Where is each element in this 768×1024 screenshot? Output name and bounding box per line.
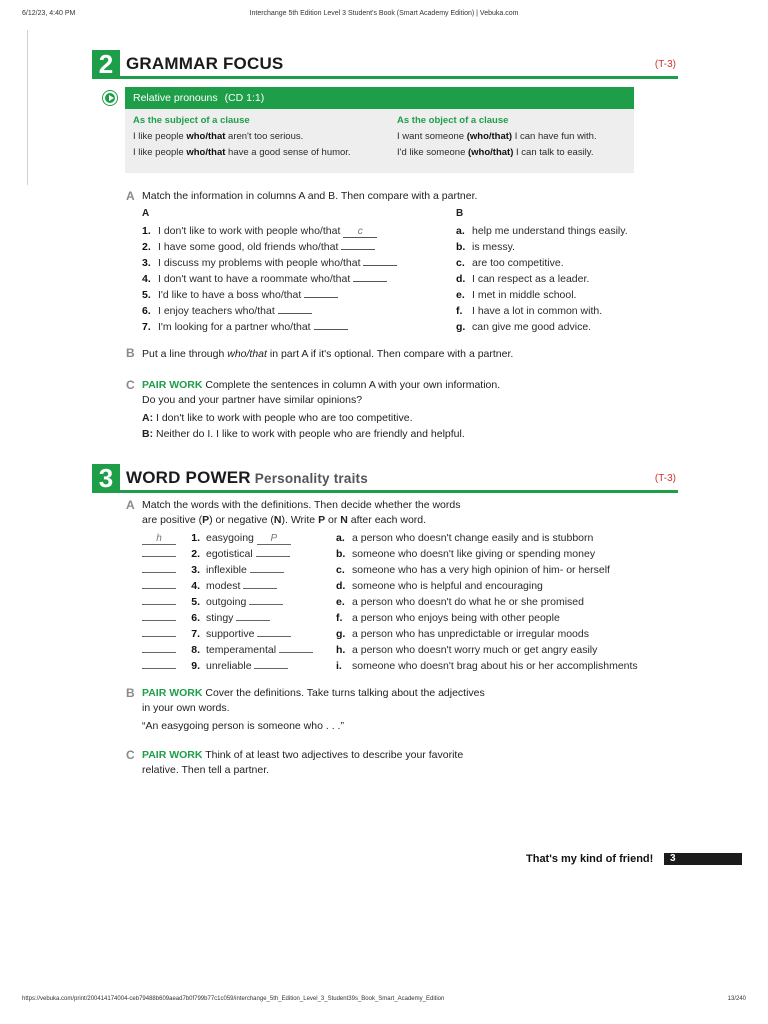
letter-blank[interactable]: [142, 594, 176, 605]
exercise-label-3c: C: [126, 748, 135, 762]
list-item: 8. temperamental: [142, 642, 313, 658]
print-header: [22, 10, 746, 22]
list-item: e. I met in middle school.: [456, 289, 577, 301]
list-item: f. a person who enjoys being with other people: [336, 612, 560, 624]
subject-column-head: As the subject of a clause: [133, 115, 250, 126]
pair-work-label: PAIR WORK: [142, 379, 203, 391]
list-item: 7. supportive: [142, 626, 313, 642]
section-number: 2: [92, 50, 120, 79]
audio-play-icon[interactable]: [103, 91, 117, 105]
list-item: f. I have a lot in common with.: [456, 305, 603, 317]
section-subtitle: Personality traits: [254, 471, 368, 486]
list-item: 1. I don't like to work with people who/that c: [142, 223, 397, 239]
exercise-label-3a: A: [126, 498, 135, 512]
teacher-reference: (T-3): [654, 473, 676, 484]
list-item: g. can give me good advice.: [456, 321, 592, 333]
pn-blank[interactable]: P: [257, 534, 291, 545]
list-item: 5. I'd like to have a boss who/that: [142, 287, 397, 303]
exercise-2c-instruction: PAIR WORK Complete the sentences in column A with your own information. Do you and your partner have similar opinions? A: I don't like to work with people who are too competitive. B: Neither do I. I like to work with people who are friendly and helpful.: [142, 379, 501, 440]
margin-rule: [27, 30, 28, 185]
dialog-line: A: I don't like to work with people who are too competitive.: [142, 412, 413, 424]
letter-blank[interactable]: [142, 546, 176, 557]
list-item: 7. I'm looking for a partner who/that: [142, 319, 397, 335]
list-item: c. are too competitive.: [456, 257, 564, 269]
exercise-label-2c: C: [126, 378, 135, 392]
object-column-head: As the object of a clause: [397, 115, 509, 126]
list-item: 3. I discuss my problems with people who/that: [142, 255, 397, 271]
list-item: 4. I don't want to have a roommate who/that: [142, 271, 397, 287]
letter-blank[interactable]: [142, 562, 176, 573]
exercise-2a-instruction: Match the information in columns A and B. Then compare with a partner.: [142, 190, 478, 202]
exercise-label-3b: B: [126, 686, 135, 700]
answer-blank[interactable]: [278, 303, 312, 314]
list-item: 9. unreliable: [142, 658, 313, 674]
exercise-3a-instruction: Match the words with the definitions. Then decide whether the words are positive (P) or negative (N). Write P or N after each word.: [142, 499, 461, 526]
audio-track: (CD 1:1): [224, 92, 265, 104]
section-title: GRAMMAR FOCUS: [126, 54, 284, 73]
pair-work-label: PAIR WORK: [142, 687, 203, 699]
subject-column: [133, 113, 351, 161]
answer-blank[interactable]: [314, 319, 348, 330]
list-item: d. I can respect as a leader.: [456, 273, 590, 285]
exercise-3c-instruction: PAIR WORK Think of at least two adjectives to describe your favorite relative. Then tell a partner.: [142, 749, 464, 776]
list-item: 2. I have some good, old friends who/that: [142, 239, 397, 255]
list-item: 3. inflexible: [142, 562, 313, 578]
grammar-box-title: [125, 87, 634, 109]
grammar-title: Relative pronouns: [133, 92, 218, 104]
list-item: 5. outgoing: [142, 594, 313, 610]
list-item: a. a person who doesn't change easily and is stubborn: [336, 532, 594, 544]
subject-example-2: I like people who/that have a good sense of humor.: [133, 147, 351, 158]
answer-blank[interactable]: [353, 271, 387, 282]
pn-blank[interactable]: [256, 546, 290, 557]
pn-blank[interactable]: [249, 594, 283, 605]
list-item: 6. stingy: [142, 610, 313, 626]
object-example-1: I want someone (who/that) I can have fun with.: [397, 131, 597, 142]
object-column: [397, 113, 597, 161]
answer-blank[interactable]: [341, 239, 375, 250]
pn-blank[interactable]: [236, 610, 270, 621]
pn-blank[interactable]: [257, 626, 291, 637]
list-item: g. a person who has unpredictable or irregular moods: [336, 628, 589, 640]
exercise-label-2a: A: [126, 189, 135, 203]
list-item: 6. I enjoy teachers who/that: [142, 303, 397, 319]
list-item: 2. egotistical: [142, 546, 313, 562]
list-item: d. someone who is helpful and encouraging: [336, 580, 543, 592]
list-item: h. a person who doesn't worry much or get angry easily: [336, 644, 598, 656]
print-page-count: 13/240: [727, 996, 746, 1002]
list-item: e. a person who doesn't do what he or she promised: [336, 596, 584, 608]
list-item: h 1. easygoing P: [142, 530, 313, 546]
exercise-3b-instruction: PAIR WORK Cover the definitions. Take turns talking about the adjectives in your own words. “An easygoing person is someone who . . .”: [142, 687, 485, 732]
list-item: b. someone who doesn't like giving or spending money: [336, 548, 596, 560]
pn-blank[interactable]: [254, 658, 288, 669]
answer-blank[interactable]: [363, 255, 397, 266]
answer-blank[interactable]: [304, 287, 338, 298]
list-item: i. someone who doesn't brag about his or her accomplishments: [336, 660, 638, 672]
grammar-focus-header: [92, 50, 678, 79]
print-url[interactable]: https://vebuka.com/print/200414174004-ceb79488b609aead7b0f799b77c1c059/interchange_5th_Edition_Level_3_Student39s_Book_Smart_Academy_Edition: [22, 996, 445, 1002]
list-item: 4. modest: [142, 578, 313, 594]
section-title: WORD POWER Personality traits: [126, 468, 368, 487]
list-item: c. someone who has a very high opinion of him- or herself: [336, 564, 610, 576]
column-a-head: A: [142, 208, 150, 219]
letter-blank[interactable]: [142, 578, 176, 589]
column-b-list: [456, 223, 628, 335]
section-number: 3: [92, 464, 120, 493]
letter-blank[interactable]: [142, 610, 176, 621]
letter-blank[interactable]: [142, 642, 176, 653]
print-date: 6/12/23, 4:40 PM: [22, 10, 76, 17]
pair-work-label: PAIR WORK: [142, 749, 203, 761]
subject-example-1: I like people who/that aren't too serious.: [133, 131, 304, 142]
grammar-box: [125, 87, 634, 173]
dialog-line: B: Neither do I. I like to work with people who are friendly and helpful.: [142, 428, 465, 440]
page-number: 3: [664, 853, 742, 865]
answer-blank[interactable]: c: [343, 227, 377, 238]
letter-blank[interactable]: h: [142, 534, 176, 545]
teacher-reference: (T-3): [654, 59, 676, 70]
pn-blank[interactable]: [243, 578, 277, 589]
word-list: [142, 530, 313, 674]
definition-list: [336, 530, 638, 674]
unit-tagline: That's my kind of friend!: [526, 853, 654, 865]
column-b-head: B: [456, 208, 464, 219]
pn-blank[interactable]: [279, 642, 313, 653]
print-title: Interchange 5th Edition Level 3 Student's Book (Smart Academy Edition) | Vebuka.com: [249, 10, 519, 17]
letter-blank[interactable]: [142, 658, 176, 669]
example-quote: “An easygoing person is someone who . . .”: [142, 720, 344, 732]
exercise-2b-instruction: Put a line through who/that in part A if it's optional. Then compare with a partner.: [142, 348, 514, 360]
word-power-header: [92, 464, 678, 493]
print-footer: [22, 996, 746, 1008]
list-item: a. help me understand things easily.: [456, 225, 628, 237]
exercise-label-2b: B: [126, 346, 135, 360]
list-item: b. is messy.: [456, 241, 515, 253]
pn-blank[interactable]: [250, 562, 284, 573]
letter-blank[interactable]: [142, 626, 176, 637]
object-example-2: I'd like someone (who/that) I can talk to easily.: [397, 147, 594, 158]
column-a-list: [142, 223, 397, 335]
